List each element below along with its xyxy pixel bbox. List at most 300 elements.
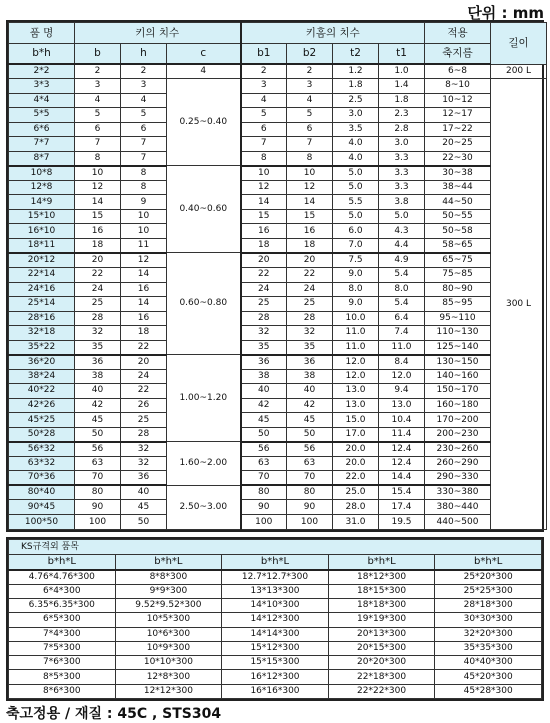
cell-shaft: 22~30	[425, 151, 491, 166]
cell-b1: 10	[241, 166, 287, 181]
table-row	[9, 64, 547, 79]
table-row	[9, 238, 547, 253]
cell-shaft: 125~140	[425, 340, 491, 355]
table-row	[9, 670, 542, 684]
cell-t2: 6.0	[333, 224, 379, 239]
cell-b1: 14	[241, 195, 287, 210]
ks-cell: 8*8*300	[115, 570, 222, 584]
cell-b1: 28	[241, 311, 287, 326]
cell-h: 10	[121, 209, 167, 224]
cell-b1: 50	[241, 427, 287, 442]
cell-h: 5	[121, 108, 167, 123]
cell-t1: 3.8	[379, 195, 425, 210]
table-row	[9, 297, 547, 312]
cell-b2: 25	[287, 297, 333, 312]
cell-t1: 17.4	[379, 500, 425, 515]
ks-cell: 28*18*300	[435, 599, 542, 613]
cell-b1: 3	[241, 79, 287, 94]
cell-t1: 12.4	[379, 442, 425, 457]
ks-cell: 18*12*300	[328, 570, 435, 584]
cell-shaft: 58~65	[425, 238, 491, 253]
table-row	[9, 180, 547, 195]
cell-b: 18	[75, 238, 121, 253]
cell-bh: 16*10	[9, 224, 75, 239]
cell-shaft: 10~12	[425, 93, 491, 108]
cell-b1: 63	[241, 456, 287, 471]
cell-bh: 45*25	[9, 413, 75, 428]
cell-bh: 38*24	[9, 369, 75, 384]
table-row	[9, 627, 542, 641]
cell-shaft: 80~90	[425, 282, 491, 297]
cell-b1: 45	[241, 413, 287, 428]
cell-t2: 3.5	[333, 122, 379, 137]
table-row	[9, 570, 542, 584]
header-shaft: 축지름	[425, 43, 491, 64]
cell-b2: 38	[287, 369, 333, 384]
cell-b1: 80	[241, 485, 287, 500]
cell-t2: 13.0	[333, 398, 379, 413]
cell-c: 1.60~2.00	[167, 442, 241, 486]
cell-t2: 10.0	[333, 311, 379, 326]
ks-header: b*h*L	[222, 555, 329, 570]
ks-nonstandard-table	[8, 539, 542, 699]
ks-cell: 25*25*300	[435, 584, 542, 598]
cell-b: 63	[75, 456, 121, 471]
cell-b2: 14	[287, 195, 333, 210]
cell-bh: 8*7	[9, 151, 75, 166]
cell-t1: 10.4	[379, 413, 425, 428]
cell-h: 6	[121, 122, 167, 137]
cell-h: 28	[121, 427, 167, 442]
cell-t1: 2.3	[379, 108, 425, 123]
table-row	[9, 340, 547, 355]
table-row	[9, 166, 547, 181]
cell-b2: 70	[287, 471, 333, 486]
ks-cell: 7*5*300	[9, 641, 116, 655]
cell-h: 2	[121, 64, 167, 79]
ks-cell: 10*10*300	[115, 656, 222, 670]
cell-h: 26	[121, 398, 167, 413]
cell-b2: 28	[287, 311, 333, 326]
header-t2: t2	[333, 43, 379, 64]
table-row	[9, 137, 547, 152]
cell-h: 20	[121, 355, 167, 370]
ks-header: b*h*L	[9, 555, 116, 570]
cell-b2: 2	[287, 64, 333, 79]
cell-t1: 1.4	[379, 79, 425, 94]
ks-cell: 6*4*300	[9, 584, 116, 598]
cell-b1: 22	[241, 267, 287, 282]
cell-h: 22	[121, 340, 167, 355]
cell-h: 36	[121, 471, 167, 486]
cell-b: 28	[75, 311, 121, 326]
cell-t1: 1.0	[379, 64, 425, 79]
cell-h: 25	[121, 413, 167, 428]
cell-b: 14	[75, 195, 121, 210]
cell-b2: 40	[287, 384, 333, 399]
cell-h: 10	[121, 224, 167, 239]
cell-b: 4	[75, 93, 121, 108]
cell-t1: 9.4	[379, 384, 425, 399]
cell-shaft: 260~290	[425, 456, 491, 471]
header-b1: b1	[241, 43, 287, 64]
cell-t2: 12.0	[333, 355, 379, 370]
cell-t1: 4.9	[379, 253, 425, 268]
cell-b: 80	[75, 485, 121, 500]
ks-cell: 13*13*300	[222, 584, 329, 598]
ks-cell: 20*13*300	[328, 627, 435, 641]
cell-t1: 11.0	[379, 340, 425, 355]
table-row	[9, 311, 547, 326]
cell-t2: 17.0	[333, 427, 379, 442]
cell-t2: 9.0	[333, 267, 379, 282]
cell-b1: 100	[241, 515, 287, 530]
cell-b: 22	[75, 267, 121, 282]
cell-b: 15	[75, 209, 121, 224]
cell-b2: 5	[287, 108, 333, 123]
cell-b2: 45	[287, 413, 333, 428]
cell-b: 100	[75, 515, 121, 530]
cell-b2: 18	[287, 238, 333, 253]
cell-bh: 2*2	[9, 64, 75, 79]
cell-h: 32	[121, 456, 167, 471]
cell-t2: 1.8	[333, 79, 379, 94]
ks-cell: 9.52*9.52*300	[115, 599, 222, 613]
cell-h: 22	[121, 384, 167, 399]
table-row	[9, 282, 547, 297]
ks-cell: 22*22*300	[328, 684, 435, 698]
ks-cell: 45*20*300	[435, 670, 542, 684]
cell-length: 300 L	[491, 79, 547, 530]
cell-b: 90	[75, 500, 121, 515]
cell-shaft: 150~170	[425, 384, 491, 399]
cell-b2: 32	[287, 326, 333, 341]
cell-bh: 15*10	[9, 209, 75, 224]
cell-shaft: 140~160	[425, 369, 491, 384]
cell-shaft: 44~50	[425, 195, 491, 210]
table-row	[9, 684, 542, 698]
ks-cell: 8*6*300	[9, 684, 116, 698]
cell-shaft: 170~200	[425, 413, 491, 428]
cell-b2: 24	[287, 282, 333, 297]
cell-bh: 5*5	[9, 108, 75, 123]
cell-t2: 25.0	[333, 485, 379, 500]
header-apply: 적용	[425, 23, 491, 44]
cell-b: 16	[75, 224, 121, 239]
cell-t2: 13.0	[333, 384, 379, 399]
cell-c: 0.25~0.40	[167, 79, 241, 166]
key-spec-table-frame	[6, 20, 544, 532]
table-row	[9, 267, 547, 282]
ks-cell: 14*12*300	[222, 613, 329, 627]
cell-shaft: 50~58	[425, 224, 491, 239]
cell-t1: 12.4	[379, 456, 425, 471]
ks-header: b*h*L	[115, 555, 222, 570]
cell-b2: 15	[287, 209, 333, 224]
cell-b2: 10	[287, 166, 333, 181]
cell-c: 0.60~0.80	[167, 253, 241, 355]
cell-bh: 10*8	[9, 166, 75, 181]
cell-h: 8	[121, 166, 167, 181]
ks-cell: 15*15*300	[222, 656, 329, 670]
cell-h: 7	[121, 137, 167, 152]
table-row	[9, 471, 547, 486]
cell-bh: 18*11	[9, 238, 75, 253]
cell-bh: 6*6	[9, 122, 75, 137]
ks-cell: 14*14*300	[222, 627, 329, 641]
ks-cell: 4.76*4.76*300	[9, 570, 116, 584]
header-groove-dims: 키홈의 치수	[241, 23, 425, 44]
cell-b: 7	[75, 137, 121, 152]
cell-shaft: 380~440	[425, 500, 491, 515]
cell-h: 32	[121, 442, 167, 457]
table-row	[9, 427, 547, 442]
cell-t2: 8.0	[333, 282, 379, 297]
cell-t1: 6.4	[379, 311, 425, 326]
cell-b: 20	[75, 253, 121, 268]
table-row	[9, 413, 547, 428]
ks-cell: 18*15*300	[328, 584, 435, 598]
cell-t1: 2.8	[379, 122, 425, 137]
table-row	[9, 108, 547, 123]
header-b: b	[75, 43, 121, 64]
cell-t1: 5.0	[379, 209, 425, 224]
cell-shaft: 160~180	[425, 398, 491, 413]
table-row	[9, 656, 542, 670]
table-row	[9, 384, 547, 399]
ks-cell: 25*20*300	[435, 570, 542, 584]
table-row	[9, 613, 542, 627]
cell-h: 24	[121, 369, 167, 384]
table-row	[9, 442, 547, 457]
header-t1: t1	[379, 43, 425, 64]
cell-h: 11	[121, 238, 167, 253]
ks-cell: 9*9*300	[115, 584, 222, 598]
unit-label: 단위 : mm	[467, 4, 544, 22]
key-spec-table	[8, 22, 547, 530]
cell-h: 45	[121, 500, 167, 515]
cell-t2: 4.0	[333, 151, 379, 166]
cell-t2: 20.0	[333, 442, 379, 457]
ks-cell: 14*10*300	[222, 599, 329, 613]
cell-b: 45	[75, 413, 121, 428]
cell-bh: 70*36	[9, 471, 75, 486]
ks-cell: 22*18*300	[328, 670, 435, 684]
cell-b2: 100	[287, 515, 333, 530]
cell-b2: 3	[287, 79, 333, 94]
ks-cell: 40*40*300	[435, 656, 542, 670]
cell-b: 36	[75, 355, 121, 370]
cell-b1: 5	[241, 108, 287, 123]
cell-h: 16	[121, 282, 167, 297]
header-product: 품 명	[9, 23, 75, 44]
ks-cell: 16*12*300	[222, 670, 329, 684]
cell-shaft: 330~380	[425, 485, 491, 500]
cell-b2: 50	[287, 427, 333, 442]
cell-h: 3	[121, 79, 167, 94]
ks-cell: 10*9*300	[115, 641, 222, 655]
cell-t2: 11.0	[333, 340, 379, 355]
cell-b: 2	[75, 64, 121, 79]
cell-h: 16	[121, 311, 167, 326]
cell-b1: 36	[241, 355, 287, 370]
cell-bh: 4*4	[9, 93, 75, 108]
cell-b1: 38	[241, 369, 287, 384]
cell-b2: 90	[287, 500, 333, 515]
cell-shaft: 30~38	[425, 166, 491, 181]
ks-cell: 35*35*300	[435, 641, 542, 655]
cell-b2: 80	[287, 485, 333, 500]
cell-bh: 63*32	[9, 456, 75, 471]
ks-cell: 8*5*300	[9, 670, 116, 684]
cell-t1: 12.0	[379, 369, 425, 384]
cell-b: 5	[75, 108, 121, 123]
cell-shaft: 440~500	[425, 515, 491, 530]
cell-t2: 5.5	[333, 195, 379, 210]
cell-bh: 56*32	[9, 442, 75, 457]
ks-cell: 20*20*300	[328, 656, 435, 670]
cell-t1: 3.0	[379, 137, 425, 152]
ks-cell: 10*6*300	[115, 627, 222, 641]
cell-t1: 13.0	[379, 398, 425, 413]
cell-t2: 7.0	[333, 238, 379, 253]
cell-b1: 25	[241, 297, 287, 312]
cell-b2: 63	[287, 456, 333, 471]
cell-t1: 3.3	[379, 166, 425, 181]
cell-bh: 100*50	[9, 515, 75, 530]
ks-cell: 30*30*300	[435, 613, 542, 627]
ks-title: KS규격외 품목	[9, 540, 542, 555]
cell-t2: 15.0	[333, 413, 379, 428]
cell-t1: 14.4	[379, 471, 425, 486]
table-row	[9, 224, 547, 239]
cell-t2: 22.0	[333, 471, 379, 486]
cell-t2: 31.0	[333, 515, 379, 530]
table-row	[9, 253, 547, 268]
footer-note: 축고정용 / 재질 : 45C , STS304	[6, 706, 222, 722]
cell-b2: 36	[287, 355, 333, 370]
cell-bh: 80*40	[9, 485, 75, 500]
cell-b1: 90	[241, 500, 287, 515]
cell-t2: 7.5	[333, 253, 379, 268]
ks-cell: 15*12*300	[222, 641, 329, 655]
cell-t2: 3.0	[333, 108, 379, 123]
cell-b2: 7	[287, 137, 333, 152]
ks-cell: 12*12*300	[115, 684, 222, 698]
cell-b2: 6	[287, 122, 333, 137]
cell-shaft: 8~10	[425, 79, 491, 94]
cell-b1: 70	[241, 471, 287, 486]
cell-b: 38	[75, 369, 121, 384]
cell-h: 12	[121, 253, 167, 268]
cell-b1: 18	[241, 238, 287, 253]
cell-b1: 7	[241, 137, 287, 152]
cell-b1: 12	[241, 180, 287, 195]
header-h: h	[121, 43, 167, 64]
cell-t1: 19.5	[379, 515, 425, 530]
cell-shaft: 110~130	[425, 326, 491, 341]
ks-cell: 18*18*300	[328, 599, 435, 613]
cell-b: 56	[75, 442, 121, 457]
cell-t1: 5.4	[379, 267, 425, 282]
cell-b2: 4	[287, 93, 333, 108]
table-row	[9, 122, 547, 137]
cell-t1: 5.4	[379, 297, 425, 312]
cell-b: 35	[75, 340, 121, 355]
cell-b2: 22	[287, 267, 333, 282]
cell-bh: 24*16	[9, 282, 75, 297]
table-row	[9, 485, 547, 500]
cell-t1: 4.4	[379, 238, 425, 253]
header-length: 길이	[491, 23, 547, 65]
cell-t2: 5.0	[333, 166, 379, 181]
cell-b: 10	[75, 166, 121, 181]
cell-shaft: 95~110	[425, 311, 491, 326]
cell-b2: 12	[287, 180, 333, 195]
cell-bh: 35*22	[9, 340, 75, 355]
cell-bh: 7*7	[9, 137, 75, 152]
cell-bh: 90*45	[9, 500, 75, 515]
cell-t2: 1.2	[333, 64, 379, 79]
table-row	[9, 500, 547, 515]
cell-t1: 3.3	[379, 151, 425, 166]
cell-c: 1.00~1.20	[167, 355, 241, 442]
cell-t2: 2.5	[333, 93, 379, 108]
cell-b: 6	[75, 122, 121, 137]
cell-c: 0.40~0.60	[167, 166, 241, 253]
cell-b1: 20	[241, 253, 287, 268]
cell-b: 50	[75, 427, 121, 442]
cell-bh: 28*16	[9, 311, 75, 326]
ks-header: b*h*L	[328, 555, 435, 570]
cell-bh: 3*3	[9, 79, 75, 94]
cell-shaft: 290~330	[425, 471, 491, 486]
ks-cell: 7*4*300	[9, 627, 116, 641]
cell-t2: 20.0	[333, 456, 379, 471]
cell-t1: 4.3	[379, 224, 425, 239]
cell-bh: 36*20	[9, 355, 75, 370]
cell-b: 8	[75, 151, 121, 166]
cell-b1: 8	[241, 151, 287, 166]
table-row	[9, 599, 542, 613]
cell-bh: 40*22	[9, 384, 75, 399]
cell-b2: 20	[287, 253, 333, 268]
cell-shaft: 38~44	[425, 180, 491, 195]
cell-h: 8	[121, 180, 167, 195]
ks-cell: 20*15*300	[328, 641, 435, 655]
table-row	[9, 151, 547, 166]
header-c: c	[167, 43, 241, 64]
cell-b: 40	[75, 384, 121, 399]
cell-shaft: 65~75	[425, 253, 491, 268]
cell-b2: 8	[287, 151, 333, 166]
cell-b2: 56	[287, 442, 333, 457]
cell-h: 14	[121, 267, 167, 282]
cell-t1: 7.4	[379, 326, 425, 341]
table-row	[9, 398, 547, 413]
cell-b: 12	[75, 180, 121, 195]
cell-b1: 24	[241, 282, 287, 297]
cell-shaft: 50~55	[425, 209, 491, 224]
cell-t2: 5.0	[333, 209, 379, 224]
cell-b1: 42	[241, 398, 287, 413]
cell-b: 3	[75, 79, 121, 94]
table-row	[9, 209, 547, 224]
cell-shaft: 200~230	[425, 427, 491, 442]
cell-b: 42	[75, 398, 121, 413]
cell-b2: 16	[287, 224, 333, 239]
cell-b1: 15	[241, 209, 287, 224]
